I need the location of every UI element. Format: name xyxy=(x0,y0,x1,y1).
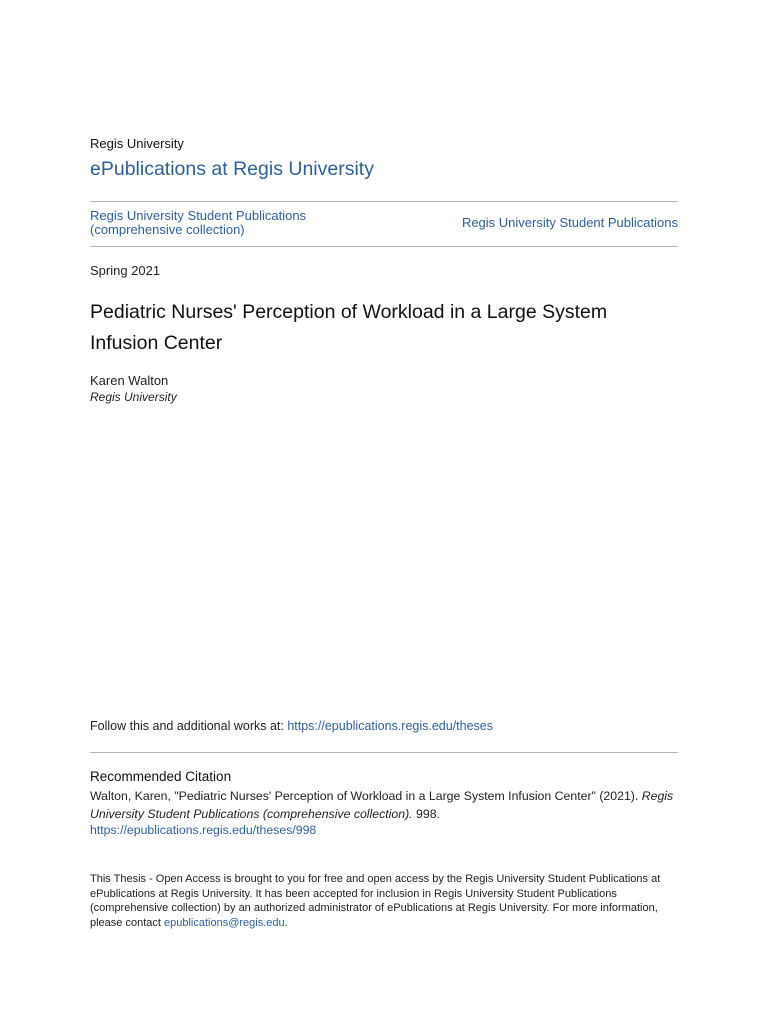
notice-text: This Thesis - Open Access is brought to you for free and open access by the Regis University Student Publications at ePublications at Regis University. It has been accepted for inclusion in Regis University Student Publications (comprehensive collection) by an authorized administrator of ePublications at Regis University. For more information, please contact xyxy=(90,873,661,929)
access-notice xyxy=(90,872,670,930)
follow-link[interactable]: https://epublications.regis.edu/theses xyxy=(287,719,494,733)
citation-heading: Recommended Citation xyxy=(90,769,232,784)
cover-page xyxy=(90,0,678,1024)
divider-bottom xyxy=(90,752,678,753)
collection-link-left[interactable] xyxy=(90,209,350,236)
collection-left-line2: (comprehensive collection) xyxy=(90,221,245,237)
institution-name: Regis University xyxy=(90,136,184,151)
follow-prefix: Follow this and additional works at: xyxy=(90,719,288,733)
citation-text xyxy=(90,788,680,823)
author-name: Karen Walton xyxy=(90,373,169,388)
citation-link[interactable]: https://epublications.regis.edu/theses/998 xyxy=(90,823,317,837)
follow-line xyxy=(90,719,493,733)
notice-end: . xyxy=(284,916,288,929)
publication-date: Spring 2021 xyxy=(90,263,161,278)
site-title-link[interactable]: ePublications at Regis University xyxy=(90,158,374,180)
divider-middle xyxy=(90,246,678,247)
citation-text-main: Walton, Karen, "Pediatric Nurses' Perception of Workload in a Large System Infusion Center" (2021). xyxy=(90,789,642,803)
citation-number: 998. xyxy=(412,806,440,821)
paper-title: Pediatric Nurses' Perception of Workload in a Large System Infusion Center xyxy=(90,301,608,354)
author-affiliation: Regis University xyxy=(90,390,177,404)
citation-series: Regis University Student Publications (comprehensive collection). xyxy=(90,789,674,821)
collection-left-line1: Regis University Student Publications xyxy=(90,208,307,223)
contact-email-link[interactable]: epublications@regis.edu xyxy=(164,916,285,929)
collection-link-right[interactable]: Regis University Student Publications xyxy=(461,215,678,230)
divider-top xyxy=(90,201,678,202)
